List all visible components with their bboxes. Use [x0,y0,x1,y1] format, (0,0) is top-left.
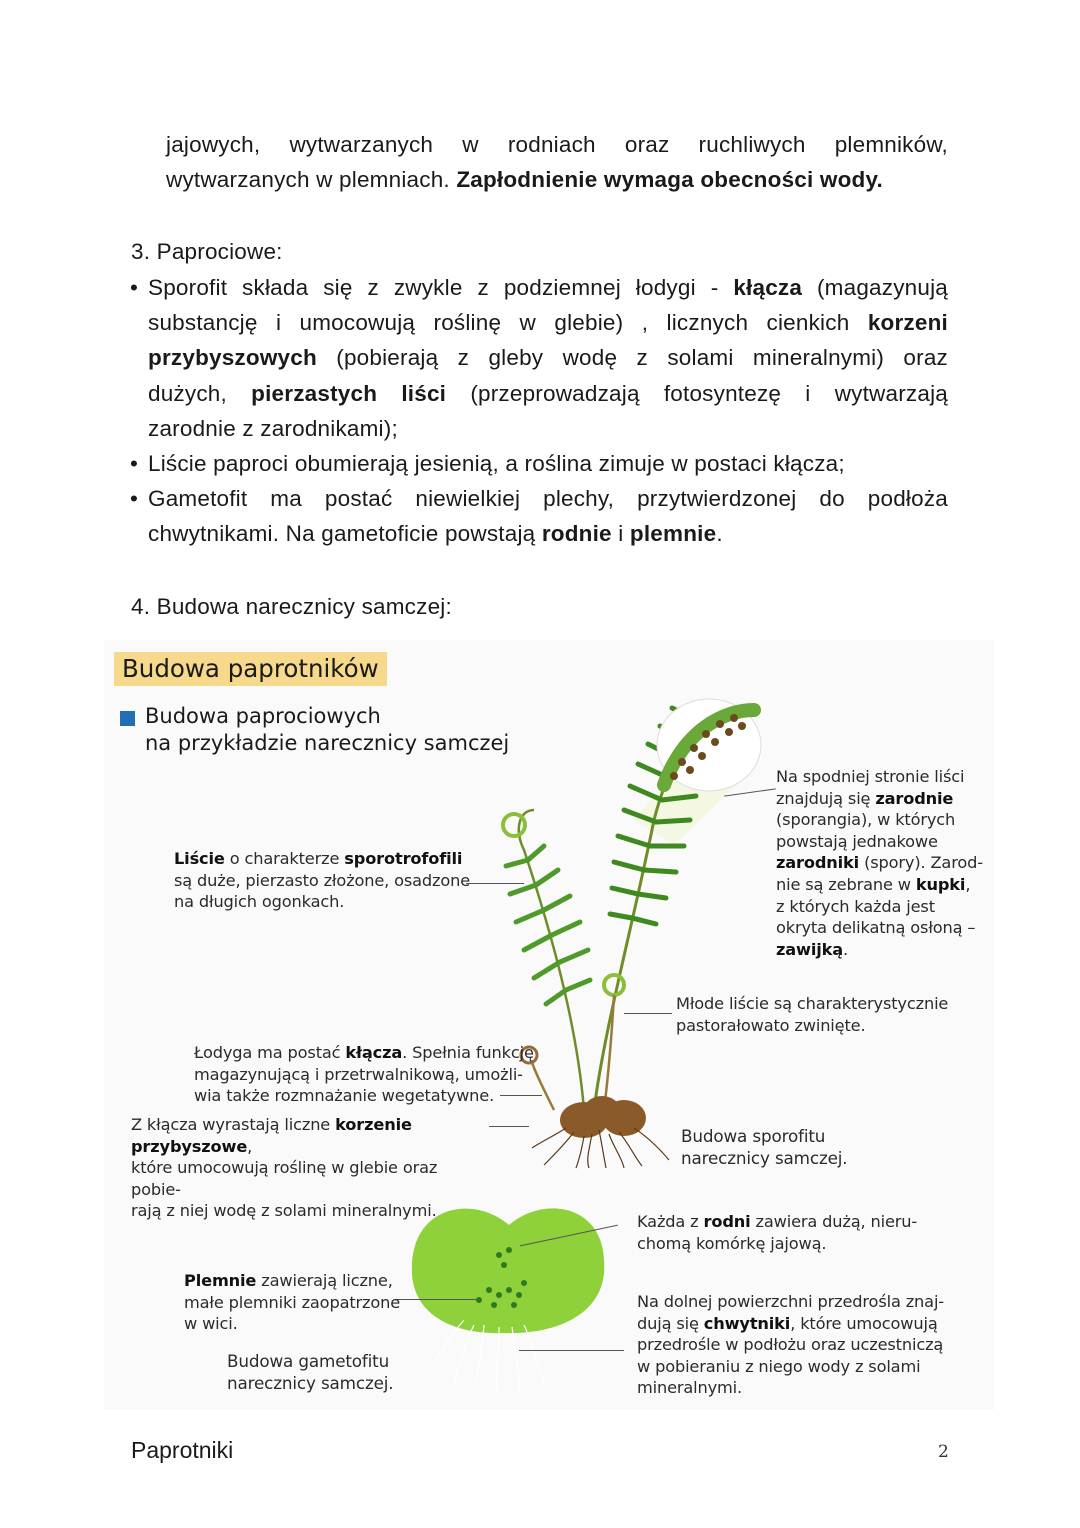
section-4-heading: 4. Budowa narecznicy samczej: [131,594,452,619]
leader-rhizoids [519,1350,624,1351]
bullet-sporofit-line-3: przybyszowych (pobierają z gleby wodę z solami mineralnymi) oraz [148,345,948,371]
caption-rhizoids: Na dolnej powierzchni przedrośla znaj- dują się chwytniki, które umocowują przedrośle w podłożu oraz uczestniczą w pobieraniu z niego wody z solami mineralnymi. [637,1292,944,1398]
bullet-sporofit-line-4: dużych, pierzastych liści (przeprowadzają fotosyntezę i wytwarzają [148,380,948,406]
fiddlehead-left [503,814,525,836]
gametophyte-illustration [404,1195,614,1395]
bullet-dot: • [130,451,139,476]
figure-square-marker [120,711,135,726]
rhizome [560,1096,646,1138]
bullet-sporofit-line-2: substancję i umocowują roślinę w glebie) , licznych cienkich korzeni [148,310,948,336]
intro-line-2: wytwarzanych w plemniach. Zapłodnienie wymaga obecności wody. [166,167,883,192]
footer-title: Paprotniki [131,1437,234,1463]
bullet-gametofit [130,481,948,551]
figure-subtitle: Budowa paprociowych na przykładzie narecznicy samczej [145,704,510,755]
caption-sporophyte: Budowa sporofitu narecznicy samczej. [681,1126,848,1168]
figure-title: Budowa paprotników [114,652,387,686]
caption-archegonia: Każda z rodni zawiera dużą, nieru- chomą komórkę jajową. [637,1212,918,1253]
prothallus [412,1208,604,1333]
caption-young-leaves: Młode liście są charakterystycznie pastorałowato zwinięte. [676,994,949,1035]
adventitious-roots [532,1128,669,1168]
bullet-sporofit-line-5: zarodnie z zarodnikami); [148,415,398,441]
leader-leaves [466,883,524,884]
magnified-pinna [657,699,761,791]
bullet-dot: • [130,486,139,511]
caption-antheridia: Plemnie zawierają liczne, małe plemniki zaopatrzone w wici. [184,1271,401,1334]
bullet-leaves-autumn-text: Liście paproci obumierają jesienią, a roślina zimuje w postaci kłącza; [148,451,845,476]
page-number: 2 [938,1442,949,1462]
leader-young [624,1013,672,1014]
caption-spores: Na spodniej stronie liści znajdują się zarodnie (sporangia), w których powstają jednakowe zarodniki (spory). Zarod- nie są zebrane w kupki, z których każda jest okryta delikatną osłoną – zawijką. [776,767,983,959]
figure-fern-structure [104,640,994,1410]
leader-roots [489,1126,529,1127]
bullet-sporofit-line-1: Sporofit składa się z zwykle z podziemnej łodygi - kłącza (magazynują [148,275,949,300]
caption-roots: Z kłącza wyrastają liczne korzenie przybyszowe, które umocowują roślinę w glebie oraz pobie- rają z niej wodę z solami mineralnymi. [131,1115,438,1221]
bullet-gametofit-line-1: Gametofit ma postać niewielkiej plechy, przytwierdzonej do podłoża [148,486,948,511]
intro-line-1: jajowych, wytwarzanych w rodniach oraz ruchliwych plemników, [166,132,948,157]
bullet-gametofit-line-2: chwytnikami. Na gametoficie powstają rodnie i plemnie. [148,521,723,547]
bullet-leaves-autumn [130,446,948,481]
section-3-heading: 3. Paprociowe: [131,239,283,264]
bullet-sporofit [130,270,949,446]
caption-stem: Łodyga ma postać kłącza. Spełnia funkcję magazynującą i przetrwalnikową, umożli- wia także rozmnażanie wegetatywne. [194,1043,534,1106]
caption-gametophyte: Budowa gametofitu narecznicy samczej. [227,1351,394,1393]
young-stalks [532,995,614,1110]
fiddlehead-right [604,975,624,995]
bullet-dot: • [130,275,139,300]
caption-leaves: Liście o charakterze sporotrofofili są duże, pierzasto złożone, osadzone na długich ogonkach. [174,849,471,912]
